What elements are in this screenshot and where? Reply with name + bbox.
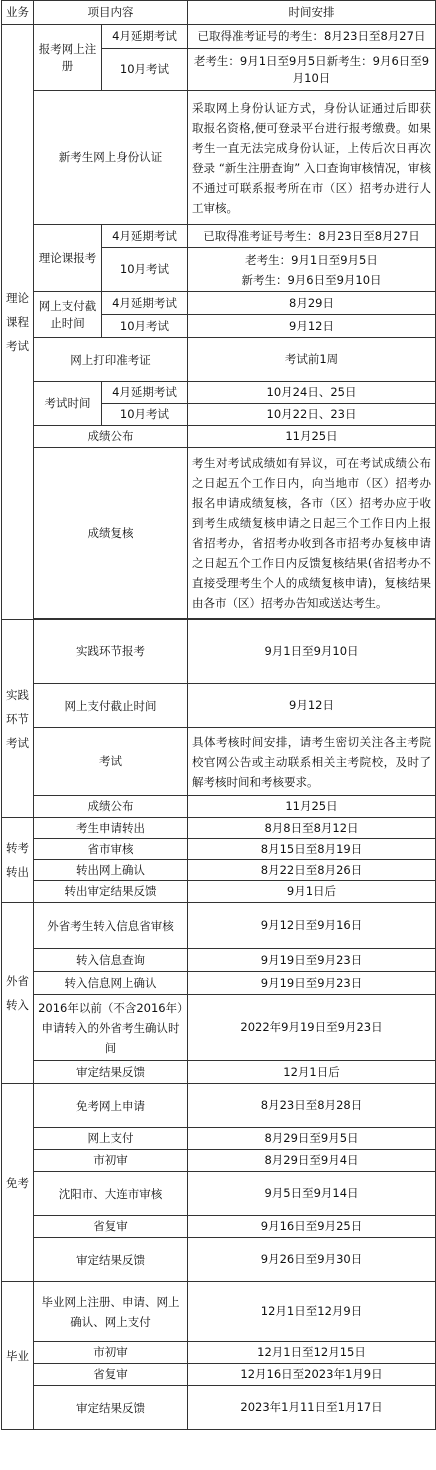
transfer-in-row-label: 审定结果反馈 [34, 1061, 188, 1084]
practice-row-label: 成绩公布 [34, 796, 188, 818]
table-row [2, 1342, 436, 1364]
table-row [2, 1150, 436, 1172]
table-row [2, 448, 436, 619]
exam-time-october-time: 10月22日、23日 [188, 404, 436, 426]
table-row [2, 949, 436, 972]
graduation-row-time: 12月1日至12月9日 [188, 1282, 436, 1342]
table-row [2, 382, 436, 404]
table-row [2, 1216, 436, 1238]
transfer-out-row-label: 转出网上确认 [34, 860, 188, 881]
exam-time-april-label: 4月延期考试 [102, 382, 188, 404]
payment-april-label: 4月延期考试 [102, 292, 188, 315]
review-text: 考生对考试成绩如有异议，可在考试成绩公布之日起五个工作日内，向当地市（区）招考办报名申请成绩复核，各市（区）招考办应于收到考生成绩复核申请之日起三个工作日内上报省招考办，省招考办收到各市招考办复核申请之日起五个工作日内反馈复核结果(省招考办不直接受理考生个人的成绩复核申请)，复核结果由各市（区）招考办告知或送达考生。 [188, 448, 436, 619]
results-label: 成绩公布 [34, 426, 188, 448]
exemption-row-time: 8月29日至9月5日 [188, 1128, 436, 1150]
transfer-out-row-time: 8月8日至8月12日 [188, 818, 436, 839]
exam-schedule-table [1, 0, 436, 1430]
table-row [2, 839, 436, 860]
header-business: 业务 [2, 1, 34, 25]
exemption-row-label: 市初审 [34, 1150, 188, 1172]
course-registration-october-new: 新考生：9月6日至9月10日 [241, 272, 382, 287]
payment-october-label: 10月考试 [102, 315, 188, 338]
transfer-out-row-time: 9月1日后 [188, 881, 436, 903]
exemption-row-time: 9月26日至9月30日 [188, 1238, 436, 1282]
table-row [2, 728, 436, 796]
graduation-row-label: 市初审 [34, 1342, 188, 1364]
exemption-row-time: 8月29日至9月4日 [188, 1150, 436, 1172]
category-practice: 实践环节考试 [2, 620, 34, 818]
category-transfer-out: 转考转出 [2, 818, 34, 903]
transfer-in-row-label: 转入信息网上确认 [34, 972, 188, 995]
exemption-row-label: 省复审 [34, 1216, 188, 1238]
transfer-in-row-time: 9月19日至9月23日 [188, 949, 436, 972]
table-row [2, 881, 436, 903]
transfer-out-row-label: 省市审核 [34, 839, 188, 860]
practice-row-label: 考试 [34, 728, 188, 796]
table-row [2, 903, 436, 949]
practice-row-time: 11月25日 [188, 796, 436, 818]
exam-time-october-label: 10月考试 [102, 404, 188, 426]
table-row [2, 796, 436, 818]
exemption-row-label: 沈阳市、大连市审核 [34, 1172, 188, 1216]
table-row [2, 818, 436, 839]
course-registration-april-time: 已取得准考证号考生：8月23日至8月27日 [188, 225, 436, 248]
table-row [2, 292, 436, 315]
review-label: 成绩复核 [34, 448, 188, 619]
transfer-in-row-time: 12月1日后 [188, 1061, 436, 1084]
practice-row-label: 实践环节报考 [34, 620, 188, 684]
transfer-out-row-label: 考生申请转出 [34, 818, 188, 839]
registration-october-label: 10月考试 [102, 49, 188, 91]
transfer-in-row-label: 外省考生转入信息省审核 [34, 903, 188, 949]
category-transfer-in: 外省转入 [2, 903, 34, 1084]
table-row [2, 684, 436, 728]
graduation-row-time: 12月16日至2023年1月9日 [188, 1364, 436, 1386]
category-graduation: 毕业 [2, 1282, 34, 1430]
transfer-in-row-time: 9月19日至9月23日 [188, 972, 436, 995]
registration-april-time: 已取得准考证号的考生：8月23日至8月27日 [188, 25, 436, 49]
practice-row-time: 9月12日 [188, 684, 436, 728]
transfer-in-row-label: 2016年以前（不含2016年）申请转入的外省考生确认时间 [34, 995, 188, 1061]
transfer-out-row-time: 8月15日至8月19日 [188, 839, 436, 860]
exemption-row-time: 8月23日至8月28日 [188, 1084, 436, 1128]
graduation-row-label: 审定结果反馈 [34, 1386, 188, 1430]
identity-text: 采取网上身份认证方式，身份认证通过后即获取报名资格,便可登录平台进行报考缴费。如果考生一直无法完成身份认证，上传后次日再次登录 “新生注册查询” 入口查询审核情况，审核不通过可联系报考所在市（区）招考办进行人工审核。 [188, 91, 436, 225]
registration-october-time: 老考生：9月1日至9月5日新考生：9月6日至9月10日 [188, 49, 436, 91]
graduation-row-label: 毕业网上注册、申请、网上确认、网上支付 [34, 1282, 188, 1342]
header-item: 项目内容 [34, 1, 188, 25]
table-row [2, 1364, 436, 1386]
header-time: 时间安排 [188, 1, 436, 25]
registration-april-label: 4月延期考试 [102, 25, 188, 49]
transfer-out-row-label: 转出审定结果反馈 [34, 881, 188, 903]
graduation-row-time: 12月1日至12月15日 [188, 1342, 436, 1364]
payment-april-time: 8月29日 [188, 292, 436, 315]
practice-row-label: 网上支付截止时间 [34, 684, 188, 728]
exam-time-april-time: 10月24日、25日 [188, 382, 436, 404]
course-registration-october-time [188, 248, 436, 292]
table-row [2, 1084, 436, 1128]
practice-row-time: 9月1日至9月10日 [188, 620, 436, 684]
table-row [2, 995, 436, 1061]
graduation-row-time: 2023年1月11日至1月17日 [188, 1386, 436, 1430]
graduation-row-label: 省复审 [34, 1364, 188, 1386]
identity-label: 新考生网上身份认证 [34, 91, 188, 225]
exemption-row-label: 免考网上申请 [34, 1084, 188, 1128]
exemption-row-label: 审定结果反馈 [34, 1238, 188, 1282]
table-row [2, 91, 436, 225]
header-row [2, 1, 436, 25]
category-exemption: 免考 [2, 1084, 34, 1282]
practice-row-time: 具体考核时间安排，请考生密切关注各主考院校官网公告或主动联系相关主考院校，及时了解考核时间和考核要求。 [188, 728, 436, 796]
transfer-in-row-time: 9月12日至9月16日 [188, 903, 436, 949]
exemption-row-time: 9月5日至9月14日 [188, 1172, 436, 1216]
table-row [2, 972, 436, 995]
course-registration-label: 理论课报考 [34, 225, 102, 292]
course-registration-october-old: 老考生：9月1日至9月5日 [245, 252, 378, 267]
table-row [2, 1128, 436, 1150]
table-row [2, 860, 436, 881]
results-time: 11月25日 [188, 426, 436, 448]
exemption-row-time: 9月16日至9月25日 [188, 1216, 436, 1238]
registration-label: 报考网上注册 [34, 25, 102, 91]
course-registration-october-label: 10月考试 [102, 248, 188, 292]
table-row [2, 620, 436, 684]
course-registration-april-label: 4月延期考试 [102, 225, 188, 248]
exam-time-label: 考试时间 [34, 382, 102, 426]
exemption-row-label: 网上支付 [34, 1128, 188, 1150]
transfer-out-row-time: 8月22日至8月26日 [188, 860, 436, 881]
table-row [2, 1172, 436, 1216]
table-row [2, 225, 436, 248]
payment-label: 网上支付截止时间 [34, 292, 102, 338]
transfer-in-row-label: 转入信息查询 [34, 949, 188, 972]
category-theory: 理论课程考试 [2, 25, 34, 620]
payment-october-time: 9月12日 [188, 315, 436, 338]
table-row [2, 1061, 436, 1084]
table-row [2, 1282, 436, 1342]
table-row [2, 338, 436, 382]
table-row [2, 25, 436, 49]
print-label: 网上打印准考证 [34, 338, 188, 382]
table-row [2, 1238, 436, 1282]
transfer-in-row-time: 2022年9月19日至9月23日 [188, 995, 436, 1061]
print-time: 考试前1周 [188, 338, 436, 382]
table-row [2, 426, 436, 448]
table-row [2, 1386, 436, 1430]
